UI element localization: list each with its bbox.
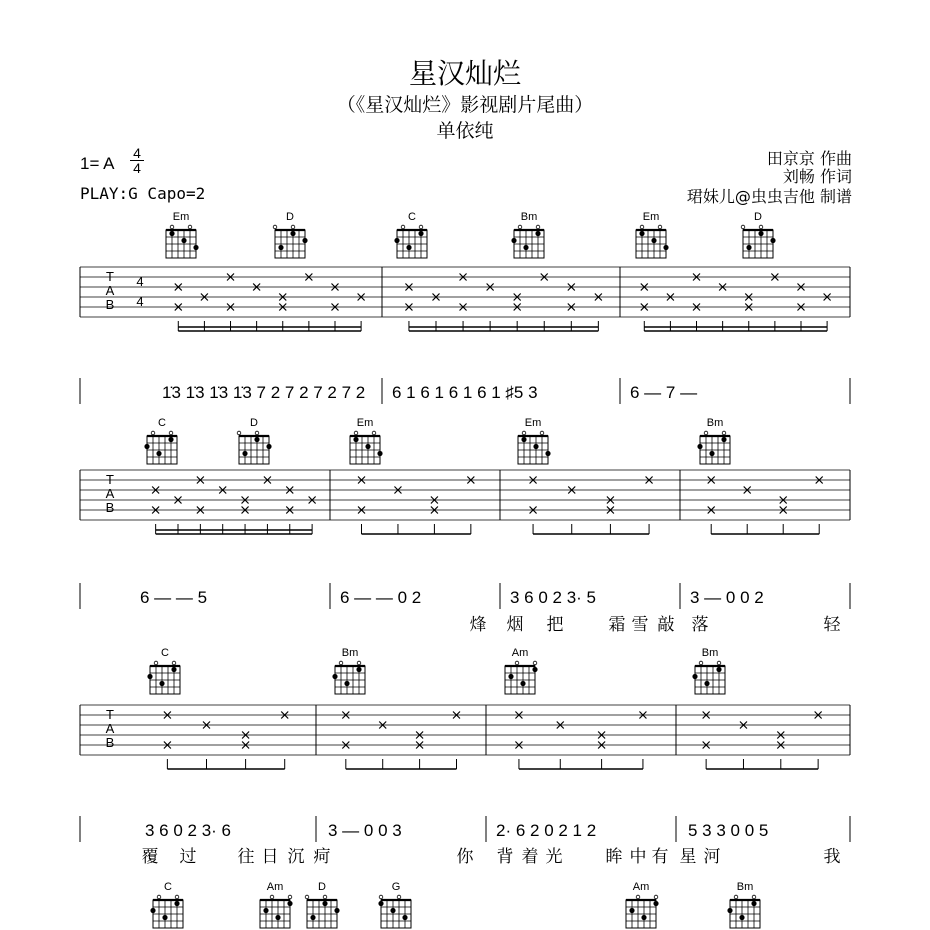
tab-letter: B <box>105 297 115 312</box>
chord-open-string <box>397 895 401 899</box>
chord-name: G <box>391 881 401 893</box>
chord-finger-dot <box>402 915 407 920</box>
chord-finger-dot <box>697 444 702 449</box>
chord-open-string <box>752 895 756 899</box>
chord-name: Bm <box>520 211 538 223</box>
chord-open-string <box>339 661 343 665</box>
chord-finger-dot <box>704 681 709 686</box>
chord-open-string <box>704 431 708 435</box>
chord-name: C <box>158 417 166 429</box>
jianpu-measure: 6 — — 5 <box>140 588 208 607</box>
chord-name: D <box>286 211 294 223</box>
chord-open-string <box>533 661 537 665</box>
transcriber-credit: 珺妹儿@虫虫吉他 制谱 <box>686 187 852 206</box>
lyric-char: 烽 <box>469 615 487 634</box>
tab-letter: T <box>106 472 114 487</box>
chord-open-string <box>741 225 745 229</box>
chord-name: Bm <box>736 881 754 893</box>
lyric-char: 过 <box>179 847 197 866</box>
chord-finger-dot <box>193 245 198 250</box>
chord-finger-dot <box>353 437 358 442</box>
lyric-char: 着 <box>521 847 539 866</box>
chord-name: D <box>250 417 258 429</box>
chord-finger-dot <box>520 681 525 686</box>
chord-open-string <box>640 225 644 229</box>
lyric-char: 落 <box>691 615 709 634</box>
song-subtitle: （《星汉灿烂》影视剧片尾曲） <box>336 94 594 116</box>
chord-finger-dot <box>344 681 349 686</box>
chord-finger-dot <box>508 674 513 679</box>
tab-letter: T <box>106 269 114 284</box>
lyric-char: 疴 <box>313 847 331 866</box>
chord-open-string <box>291 225 295 229</box>
chord-open-string <box>372 431 376 435</box>
chord-open-string <box>654 895 658 899</box>
chord-name: Em <box>172 211 190 223</box>
chord-open-string <box>323 895 327 899</box>
chord-open-string <box>522 431 526 435</box>
staff-time-sig: 4 <box>136 274 144 289</box>
lyric-char: 中 <box>629 847 647 866</box>
chord-open-string <box>154 661 158 665</box>
chord-open-string <box>288 895 292 899</box>
chord-finger-dot <box>356 667 361 672</box>
chord-open-string <box>175 895 179 899</box>
lyric-char: 眸 <box>605 847 623 866</box>
chord-finger-dot <box>322 901 327 906</box>
chord-finger-dot <box>310 915 315 920</box>
chord-finger-dot <box>287 901 292 906</box>
lyric-char: 敲 <box>657 615 675 634</box>
lyric-char: 雪 <box>631 615 649 634</box>
chord-finger-dot <box>533 444 538 449</box>
chord-open-string <box>419 225 423 229</box>
chord-finger-dot <box>770 238 775 243</box>
chord-open-string <box>169 431 173 435</box>
chord-name: Bm <box>701 647 719 659</box>
chord-name: D <box>318 881 326 893</box>
lyric-char: 霜 <box>608 615 626 634</box>
chord-finger-dot <box>692 674 697 679</box>
chord-name: D <box>754 211 762 223</box>
lyric-char: 光 <box>545 847 563 866</box>
tab-letter: A <box>105 721 115 736</box>
chord-finger-dot <box>751 901 756 906</box>
chord-finger-dot <box>739 915 744 920</box>
chord-open-string <box>401 225 405 229</box>
chord-open-string <box>151 431 155 435</box>
chord-open-string <box>734 895 738 899</box>
chord-finger-dot <box>716 667 721 672</box>
chord-name: Am <box>266 881 284 893</box>
chord-finger-dot <box>418 231 423 236</box>
chord-name: Em <box>642 211 660 223</box>
chord-name: C <box>164 881 172 893</box>
chord-open-string <box>354 431 358 435</box>
lyric-char: 轻 <box>823 615 841 634</box>
chord-finger-dot <box>663 245 668 250</box>
chord-finger-dot <box>278 245 283 250</box>
chord-open-string <box>699 661 703 665</box>
chord-open-string <box>536 225 540 229</box>
chord-name: C <box>161 647 169 659</box>
chord-finger-dot <box>162 915 167 920</box>
time-bottom: 4 <box>133 160 141 176</box>
chord-finger-dot <box>523 245 528 250</box>
chord-open-string <box>515 661 519 665</box>
tab-letter: A <box>105 283 115 298</box>
chord-finger-dot <box>641 915 646 920</box>
jianpu-measure: 1̇3 1̇3 1̇3 1̇3 7 2 7 2 7 2 7 2 <box>162 383 366 402</box>
chord-finger-dot <box>709 451 714 456</box>
lyric-char: 河 <box>703 847 721 866</box>
lyric-char: 我 <box>823 847 841 866</box>
jianpu-measure: 3 6 0 2 3· 6 <box>145 821 232 840</box>
chord-name: Am <box>511 647 529 659</box>
chord-finger-dot <box>254 437 259 442</box>
chord-name: C <box>408 211 416 223</box>
chord-finger-dot <box>390 908 395 913</box>
chord-open-string <box>636 895 640 899</box>
chord-name: Bm <box>341 647 359 659</box>
chord-name: Am <box>632 881 650 893</box>
chord-finger-dot <box>181 238 186 243</box>
chord-open-string <box>270 895 274 899</box>
chord-finger-dot <box>156 451 161 456</box>
tab-letter: T <box>106 707 114 722</box>
chord-open-string <box>759 225 763 229</box>
chord-finger-dot <box>242 451 247 456</box>
jianpu-measure: 5 3 3 0 0 5 <box>688 821 769 840</box>
lyric-char: 有 <box>651 847 669 866</box>
chord-finger-dot <box>159 681 164 686</box>
chord-finger-dot <box>535 231 540 236</box>
tab-letter: B <box>105 500 115 515</box>
chord-finger-dot <box>377 451 382 456</box>
lyric-char: 把 <box>546 615 564 634</box>
chord-finger-dot <box>406 245 411 250</box>
chord-finger-dot <box>263 908 268 913</box>
chord-open-string <box>717 661 721 665</box>
chord-open-string <box>255 431 259 435</box>
jianpu-measure: 2· 6 2 0 2 1 2 <box>496 821 597 840</box>
chord-finger-dot <box>150 908 155 913</box>
lyric-char: 沉 <box>287 847 305 866</box>
chord-finger-dot <box>521 437 526 442</box>
chord-open-string <box>540 431 544 435</box>
lyric-char: 日 <box>261 847 279 866</box>
chord-finger-dot <box>629 908 634 913</box>
lyric-char: 往 <box>237 847 255 866</box>
song-title: 星汉灿烂 <box>408 57 521 90</box>
chord-finger-dot <box>651 238 656 243</box>
chord-finger-dot <box>332 674 337 679</box>
chord-open-string <box>379 895 383 899</box>
time-top: 4 <box>133 145 141 161</box>
chord-open-string <box>273 225 277 229</box>
chord-finger-dot <box>266 444 271 449</box>
singer-name: 单依纯 <box>436 120 494 142</box>
play-capo-info: PLAY:G Capo=2 <box>80 184 206 203</box>
chord-finger-dot <box>365 444 370 449</box>
jianpu-measure: 3 — 0 0 3 <box>328 821 402 840</box>
chord-open-string <box>170 225 174 229</box>
chord-finger-dot <box>532 667 537 672</box>
staff-time-sig: 4 <box>136 294 144 309</box>
chord-finger-dot <box>171 667 176 672</box>
jianpu-measure: 6 1 6 1 6 1 6 1 ♯5 3 <box>392 383 538 402</box>
chord-name: Bm <box>706 417 724 429</box>
chord-finger-dot <box>378 901 383 906</box>
chord-finger-dot <box>290 231 295 236</box>
jianpu-measure: 6 — — 0 2 <box>340 588 422 607</box>
lyric-char: 烟 <box>506 615 524 634</box>
chord-open-string <box>237 431 241 435</box>
composer-credit: 田京京 作曲 <box>766 149 852 168</box>
chord-name: Em <box>524 417 542 429</box>
chord-finger-dot <box>653 901 658 906</box>
chord-finger-dot <box>727 908 732 913</box>
tab-letter: B <box>105 735 115 750</box>
jianpu-measure: 6 — 7 — <box>630 383 698 402</box>
chord-finger-dot <box>394 238 399 243</box>
chord-finger-dot <box>169 231 174 236</box>
chord-finger-dot <box>302 238 307 243</box>
lyric-char: 你 <box>456 847 474 866</box>
chord-finger-dot <box>168 437 173 442</box>
chord-finger-dot <box>511 238 516 243</box>
chord-finger-dot <box>174 901 179 906</box>
lyricist-credit: 刘畅 作词 <box>782 167 852 186</box>
tab-letter: A <box>105 486 115 501</box>
chord-finger-dot <box>758 231 763 236</box>
lyric-char: 背 <box>496 847 514 866</box>
lyric-char: 星 <box>679 847 697 866</box>
chord-finger-dot <box>275 915 280 920</box>
chord-open-string <box>157 895 161 899</box>
key-signature: 1= A <box>80 154 115 173</box>
chord-finger-dot <box>721 437 726 442</box>
jianpu-measure: 3 6 0 2 3· 5 <box>510 588 597 607</box>
chord-finger-dot <box>144 444 149 449</box>
chord-finger-dot <box>545 451 550 456</box>
chord-open-string <box>722 431 726 435</box>
chord-finger-dot <box>147 674 152 679</box>
chord-name: Em <box>356 417 374 429</box>
chord-finger-dot <box>746 245 751 250</box>
chord-open-string <box>658 225 662 229</box>
chord-open-string <box>518 225 522 229</box>
chord-open-string <box>357 661 361 665</box>
chord-open-string <box>188 225 192 229</box>
chord-finger-dot <box>639 231 644 236</box>
chord-finger-dot <box>334 908 339 913</box>
jianpu-measure: 3 — 0 0 2 <box>690 588 764 607</box>
lyric-char: 覆 <box>141 847 159 866</box>
chord-open-string <box>305 895 309 899</box>
chord-open-string <box>172 661 176 665</box>
